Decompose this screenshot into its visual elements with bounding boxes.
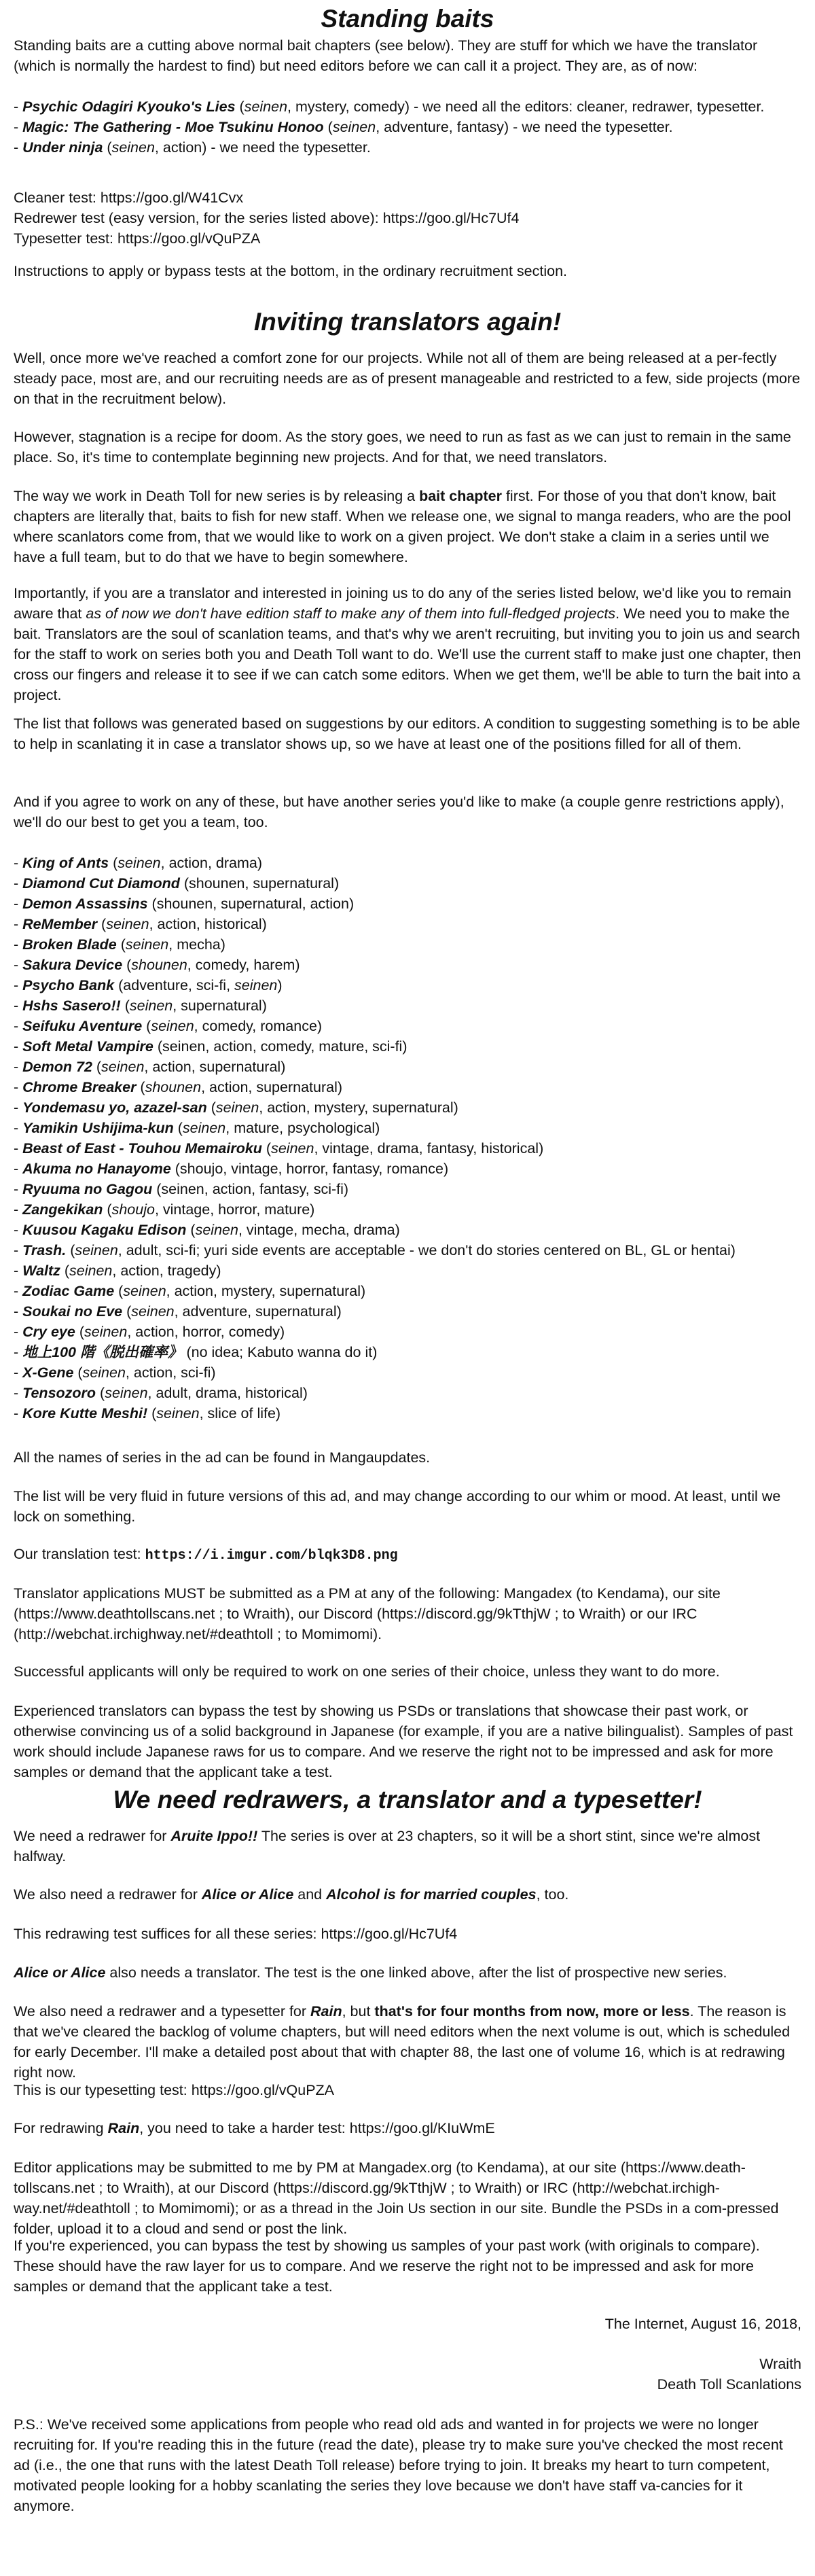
series-list-item: - Soukai no Eve (seinen, adventure, supernatural) xyxy=(14,1303,342,1320)
series-list-item: - Trash. (seinen, adult, sci-fi; yuri side events are acceptable - we don't do stories centered on BL, GL or hentai) xyxy=(14,1242,736,1258)
signature-name: Wraith xyxy=(759,2356,801,2372)
series-list-item: - Kore Kutte Meshi! (seinen, slice of life) xyxy=(14,1405,281,1422)
series-list-item: - Yamikin Ushijima-kun (seinen, mature, psychological) xyxy=(14,1120,380,1136)
signature-date: The Internet, August 16, 2018, xyxy=(604,2316,801,2332)
series-list-item: - Yondemasu yo, azazel-san (seinen, action, mystery, supernatural) xyxy=(14,1099,458,1116)
paragraph: Editor applications may be submitted to me by PM at Mangadex.org (to Kendama), at our site (https://www.death-tollscans.net ; to Wraith), at our Discord (https://discord.gg/9kTthjW ; to Wraith) or IRC (http://webchat.irchigh-way.net/#deathtoll ; to Momimomi); or as a thread in the Join Us section in our site. Bundle the PSDs in a com-pressed folder, upload it to a cloud and send or post the link. xyxy=(14,2159,779,2237)
series-list-item: - Beast of East - Touhou Memairoku (seinen, vintage, drama, fantasy, historical) xyxy=(14,1140,544,1157)
series-list-item: - Demon 72 (seinen, action, supernatural) xyxy=(14,1059,286,1075)
translation-test-link[interactable]: https://i.imgur.com/blqk3D8.png xyxy=(145,1548,398,1564)
list-item: - Under ninja (seinen, action) - we need the typesetter. xyxy=(14,139,371,156)
paragraph: Alice or Alice also needs a translator. The test is the one linked above, after the list of prospective new series. xyxy=(14,1964,727,1981)
section-title-we-need: We need redrawers, a translator and a typesetter! xyxy=(113,1786,702,1814)
paragraph: We need a redrawer for Aruite Ippo!! The series is over at 23 chapters, so it will be a short stint, since we're almost halfway. xyxy=(14,1828,761,1865)
series-list-item: - Zangekikan (shoujo, vintage, horror, mature) xyxy=(14,1201,315,1218)
series-list-item: - Psycho Bank (adventure, sci-fi, seinen) xyxy=(14,977,283,993)
series-list-item: - Diamond Cut Diamond (shounen, supernatural) xyxy=(14,875,340,892)
paragraph: For redrawing Rain, you need to take a harder test: https://goo.gl/KIuWmE xyxy=(14,2120,495,2136)
paragraph: This is our typesetting test: https://goo.gl/vQuPZA xyxy=(14,2082,335,2098)
series-list-item: - 地上100 階《脱出確率》 (no idea; Kabuto wanna do it) xyxy=(14,1344,378,1360)
list-item: - Magic: The Gathering - Moe Tsukinu Honoo (seinen, adventure, fantasy) - we need the typesetter. xyxy=(14,119,673,135)
series-list-item: - Waltz (seinen, action, tragedy) xyxy=(14,1263,221,1279)
paragraph: Translator applications MUST be submitted as a PM at any of the following: Mangadex (to Kendama), our site (https://www.deathtollscans.net ; to Wraith), our Discord (https://discord.gg/9kTthjW ; to Wraith) or our IRC (http://webchat.irchighway.net/#deathtoll ; to Momimomi). xyxy=(14,1585,721,1642)
list-item: - Psychic Odagiri Kyouko's Lies (seinen, mystery, comedy) - we need all the editors: cleaner, redrawer, typesetter. xyxy=(14,99,765,115)
series-list-item: - King of Ants (seinen, action, drama) xyxy=(14,855,262,871)
series-list-item: - Cry eye (seinen, action, horror, comedy) xyxy=(14,1324,285,1340)
redrawer-test-link[interactable]: Redrewer test (easy version, for the series listed above): https://goo.gl/Hc7Uf4 xyxy=(14,210,520,226)
paragraph: We also need a redrawer for Alice or Alice and Alcohol is for married couples, too. xyxy=(14,1886,569,1903)
series-list-item: - Soft Metal Vampire (seinen, action, comedy, mature, sci-fi) xyxy=(14,1038,408,1055)
series-list-item: - Chrome Breaker (shounen, action, supernatural) xyxy=(14,1079,343,1095)
standing-baits-intro: Standing baits are a cutting above normal bait chapters (see below). They are stuff for which we have the translator (which is normally the hardest to find) but need editors before we can call it a project. They are, as of now: xyxy=(14,37,758,74)
series-list-item: - Broken Blade (seinen, mecha) xyxy=(14,936,225,953)
paragraph: Importantly, if you are a translator and interested in joining us to do any of the series listed below, we'd like you to remain aware that as of now we don't have edition staff to make any of them into full-fledged projects. We need you to make the bait. Translators are the soul of scanlation teams, and that's why we aren't recruiting, but inviting you to join us and search for the staff to work on series both you and Death Toll want to do. We'll use the current staff to make just one chapter, then cross our fingers and release it to see if we can catch some editors. When we get them, we'll be able to turn the bait into a project. xyxy=(14,585,801,703)
paragraph: Experienced translators can bypass the test by showing us PSDs or translations that showcase their past work, or otherwise convincing us of a solid background in Japanese (for example, if you are a native bilingualist). Samples of past work should include Japanese raws for us to compare. And we reserve the right not to be impressed and ask for more samples or demand that the applicant take a test. xyxy=(14,1703,793,1780)
series-list-item: - ReMember (seinen, action, historical) xyxy=(14,916,267,932)
paragraph: Successful applicants will only be required to work on one series of their choice, unless they want to do more. xyxy=(14,1663,720,1680)
series-list-item: - Sakura Device (shounen, comedy, harem) xyxy=(14,957,300,973)
series-list-item: - X-Gene (seinen, action, sci-fi) xyxy=(14,1364,216,1381)
signature-group: Death Toll Scanlations xyxy=(657,2376,801,2393)
paragraph: The way we work in Death Toll for new series is by releasing a bait chapter first. For those of you that don't know, bait chapters are literally that, baits to fish for new staff. When we release one, we signal to manga readers, who are the pool where scanlators come from, that we would like to work on a given project. We don't stake a claim in a series until we have a full team, but to do that we have to begin somewhere. xyxy=(14,488,791,565)
series-list-item: - Hshs Sasero!! (seinen, supernatural) xyxy=(14,998,267,1014)
paragraph: However, stagnation is a recipe for doom. As the story goes, we need to run as fast as we can just to remain in the same place. So, it's time to contemplate beginning new projects. And for that, we need translators. xyxy=(14,429,791,465)
postscript: P.S.: We've received some applications from people who read old ads and wanted in for projects we were no longer recruiting for. If you're reading this in the future (read the date), please try to make sure you've checked the most recent ad (i.e., the one that runs with the latest Death Toll release) before trying to join. It breaks my heart to turn competent, motivated people looking for a hobby scanlating the series they love because we don't have staff va-cancies for it anymore. xyxy=(14,2416,783,2514)
standing-baits-list xyxy=(14,96,801,158)
paragraph: All the names of series in the ad can be found in Mangaupdates. xyxy=(14,1449,431,1466)
paragraph: The list will be very fluid in future versions of this ad, and may change according to our whim or mood. At least, until we lock on something. xyxy=(14,1488,781,1525)
section-title-inviting-translators: Inviting translators again! xyxy=(253,308,562,336)
series-list-item: - Tensozoro (seinen, adult, drama, historical) xyxy=(14,1385,308,1401)
series-list xyxy=(14,853,801,1424)
paragraph: We also need a redrawer and a typesetter for Rain, but that's for four months from now, more or less. The reason is that we've cleared the backlog of volume chapters, but will need editors when the next volume is out, which is scheduled for early December. I'll make a detailed post about that with chapter 88, the last one of volume 16, which is at redrawing right now. xyxy=(14,2003,791,2081)
instructions-note: Instructions to apply or bypass tests at the bottom, in the ordinary recruitment section. xyxy=(14,263,568,279)
typesetter-test-link[interactable]: Typesetter test: https://goo.gl/vQuPZA xyxy=(14,230,261,247)
series-list-item: - Akuma no Hanayome (shoujo, vintage, horror, fantasy, romance) xyxy=(14,1161,449,1177)
translation-test: Our translation test: https://i.imgur.com/blqk3D8.png xyxy=(14,1546,398,1564)
paragraph: And if you agree to work on any of these, but have another series you'd like to make (a couple genre restrictions apply), we'll do our best to get you a team, too. xyxy=(14,794,784,830)
paragraph: If you're experienced, you can bypass the test by showing us samples of your past work (with originals to compare). These should have the raw layer for us to compare. And we reserve the right not to be impressed and ask for more samples or demand that the applicant take a test. xyxy=(14,2238,760,2295)
series-list-item: - Kuusou Kagaku Edison (seinen, vintage, mecha, drama) xyxy=(14,1222,400,1238)
paragraph: Well, once more we've reached a comfort zone for our projects. While not all of them are being released at a per-fectly steady pace, most are, and our recruiting needs are as of present manageable and restricted to a few, side projects (more on that in the recruitment below). xyxy=(14,350,801,407)
series-list-item: - Demon Assassins (shounen, supernatural, action) xyxy=(14,896,355,912)
test-links xyxy=(14,188,801,249)
paragraph: This redrawing test suffices for all these series: https://goo.gl/Hc7Uf4 xyxy=(14,1926,458,1942)
series-list-item: - Zodiac Game (seinen, action, mystery, supernatural) xyxy=(14,1283,366,1299)
series-list-item: - Ryuuma no Gagou (seinen, action, fantasy, sci-fi) xyxy=(14,1181,349,1197)
paragraph: The list that follows was generated based on suggestions by our editors. A condition to suggesting something is to be able to help in scanlating it in case a translator shows up, so we have at least one of the positions filled for all of them. xyxy=(14,716,801,752)
section-title-standing-baits: Standing baits xyxy=(321,5,494,33)
cleaner-test-link[interactable]: Cleaner test: https://goo.gl/W41Cvx xyxy=(14,190,244,206)
series-list-item: - Seifuku Aventure (seinen, comedy, romance) xyxy=(14,1018,323,1034)
